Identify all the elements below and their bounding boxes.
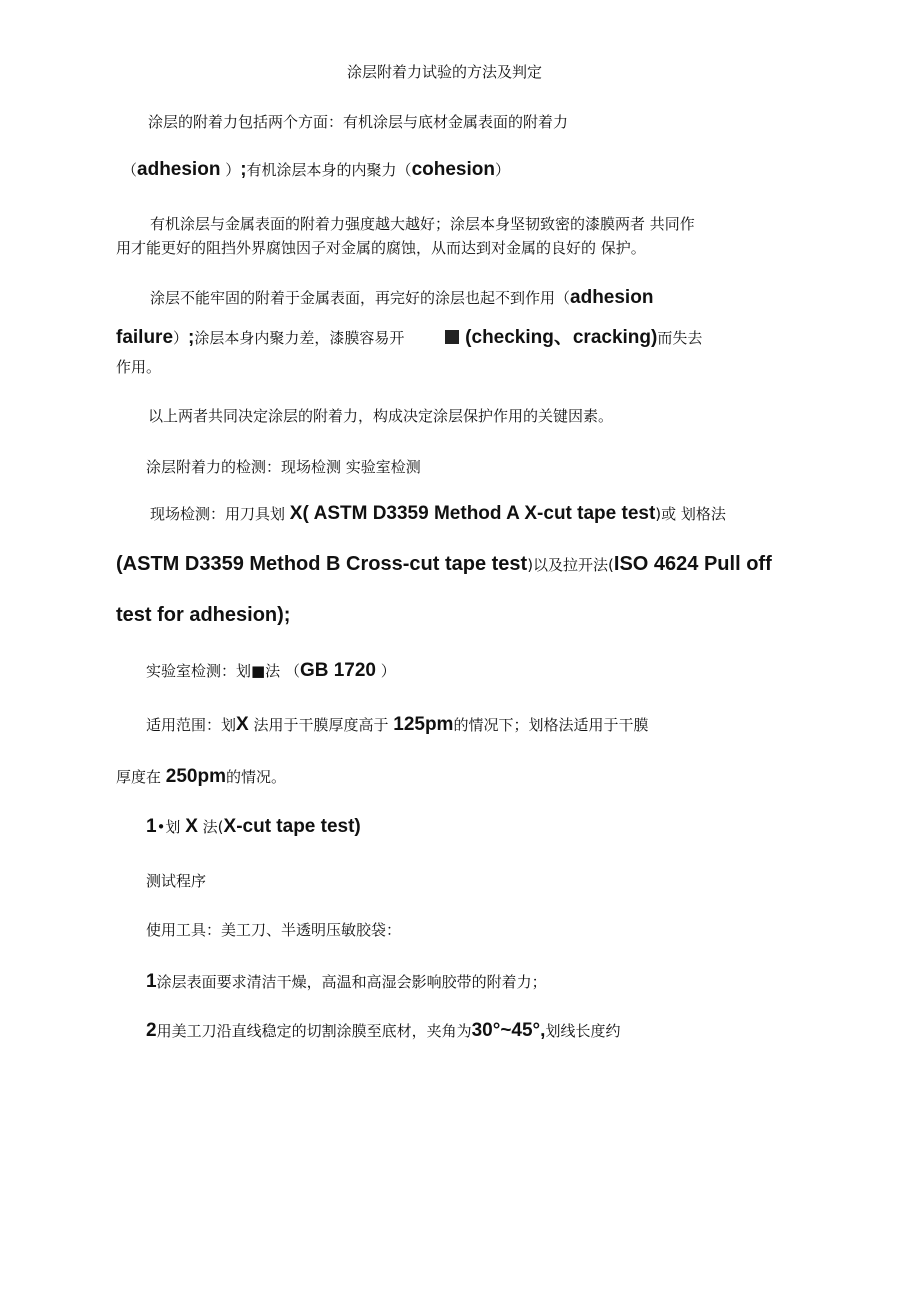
text-span: X (289, 503, 303, 524)
text-span: 现场检测：用刀具划 (150, 505, 286, 523)
angle-value: 30°~45°, (471, 1020, 546, 1041)
text-span: 法( (197, 818, 224, 836)
term-checking-cracking: (checking、cracking) (465, 327, 658, 348)
para-1-line-1: 涂层的附着力包括两个方面：有机涂层与底材金属表面的附着力 (148, 113, 569, 131)
para-2-line-2: 用才能更好的阻挡外界腐蚀因子对金属的腐蚀，从而达到对金属的良好的 保护。 (116, 239, 646, 257)
text-span: )以及拉开法( (527, 556, 614, 574)
para-3-line-3: 作用。 (116, 358, 162, 376)
text-span: 而失去 (657, 329, 703, 347)
term-adhesion: adhesion (570, 287, 654, 308)
text-span: )或 划格法 (655, 505, 726, 523)
para-8-line-1 (146, 715, 648, 735)
text-span: ） (225, 161, 241, 179)
text-span: 用美工刀沿直线稳定的切割涂膜至底材，夹角为 (156, 1022, 472, 1040)
term-failure: failure (116, 327, 174, 348)
text-span: X (236, 714, 249, 735)
standard-astm-b: ASTM D3359 Method B Cross-cut tape test (122, 553, 528, 575)
para-6-line-1 (150, 504, 726, 524)
para-1-line-2 (122, 160, 510, 180)
para-4: 以上两者共同决定涂层的附着力，构成决定涂层保护作用的关键因素。 (148, 407, 614, 425)
value-250pm: 250pm (165, 766, 226, 787)
text-span: ( (116, 553, 123, 575)
text-span: 厚度在 (116, 768, 166, 786)
text-span: ; (188, 327, 195, 348)
term-adhesion: adhesion (137, 159, 221, 180)
standard-iso: ISO 4624 Pull off (613, 553, 772, 575)
para-5: 涂层附着力的检测：现场检测 实验室检测 (146, 458, 421, 476)
missing-glyph-icon (445, 330, 459, 344)
para-3-line-1 (150, 288, 653, 308)
text-span: 实验室检测：划■法 （ (146, 662, 300, 680)
text-span: 的情况。 (225, 768, 286, 786)
step-1 (146, 972, 547, 992)
para-2-line-1: 有机涂层与金属表面的附着力强度越大越好；涂层本身坚韧致密的漆膜两者 共同作 (150, 215, 695, 233)
step-number: 1 (146, 971, 157, 992)
text-span: 涂层表面要求清洁干燥，高温和高湿会影响胶带的附着力； (156, 973, 547, 991)
para-6-line-3: test for adhesion); (116, 604, 291, 626)
text-span: 涂层不能牢固的附着于金属表面，再完好的涂层也起不到作用（ (150, 289, 571, 307)
text-span: 适用范围：划 (146, 716, 237, 734)
standard-astm-a: ASTM D3359 Method A X-cut tape test (313, 503, 656, 524)
text-span: ; (240, 159, 247, 180)
text-span: ） (494, 161, 510, 179)
value-125pm: 125pm (393, 714, 454, 735)
text-span: ( (302, 503, 309, 524)
para-8-line-2 (116, 767, 286, 787)
text-span: •划 (156, 818, 186, 836)
text-span: 法用于干膜厚度高于 (248, 716, 394, 734)
document-title: 涂层附着力试验的方法及判定 (347, 63, 543, 81)
step-2 (146, 1021, 620, 1041)
para-6-line-2 (116, 554, 772, 575)
text-span: 划线长度约 (545, 1022, 621, 1040)
section-heading-1 (146, 817, 361, 837)
text-span: ） (173, 329, 189, 347)
text-span: 涂层本身内聚力差，漆膜容易开 (194, 329, 405, 347)
para-3-line-2 (116, 328, 702, 348)
text-span: 的情况下；划格法适用于干膜 (453, 716, 649, 734)
standard-gb: GB 1720 (299, 660, 376, 681)
text-span: ） (380, 662, 396, 680)
term-cohesion: cohesion (411, 159, 495, 180)
text-span: X (185, 816, 198, 837)
para-test-procedure: 测试程序 (146, 872, 207, 890)
step-number: 2 (146, 1020, 157, 1041)
text-span: 有机涂层本身的内聚力（ (246, 161, 412, 179)
text-span: 1 (146, 816, 157, 837)
para-7 (146, 661, 396, 681)
text-span: （ (122, 161, 138, 179)
para-tools: 使用工具：美工刀、半透明压敏胶袋： (146, 921, 402, 939)
text-span: X-cut tape test) (223, 816, 361, 837)
